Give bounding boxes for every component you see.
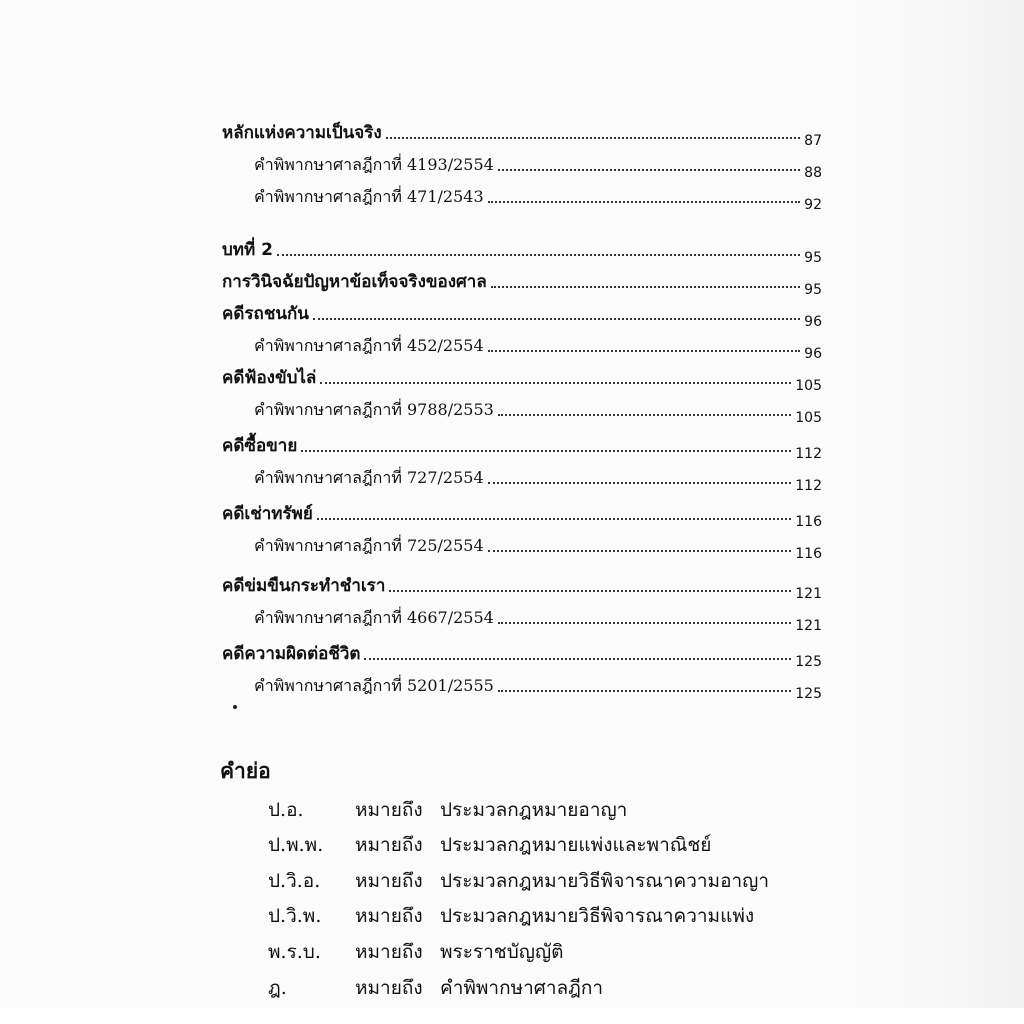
toc-heading-row (222, 426, 822, 462)
toc-page-number: 96 (804, 346, 822, 362)
toc-heading-row (222, 566, 822, 602)
dot-leader (498, 168, 800, 171)
bullet-dot (233, 705, 237, 709)
toc-page-number: 125 (795, 686, 822, 702)
toc-label: คดีข่มขืนกระทำชำเรา (222, 576, 386, 596)
toc-page-number: 116 (795, 546, 822, 562)
toc-label: หลักแห่งความเป็นจริง (222, 123, 382, 143)
dot-leader (488, 481, 792, 484)
toc-heading-row (222, 230, 822, 266)
toc-page-number: 105 (795, 378, 822, 394)
dot-leader (277, 253, 800, 256)
dot-leader (320, 381, 791, 384)
abbreviation-means: หมายถึง (355, 799, 423, 821)
toc-heading-row (222, 262, 822, 298)
abbreviation-full-name: ประมวลกฎหมายวิธีพิจารณาความอาญา (440, 870, 770, 892)
toc-label: คำพิพากษาศาลฎีกาที่ 727/2554 (254, 468, 484, 487)
abbreviation-row (0, 795, 1024, 831)
toc-heading-row (222, 294, 822, 330)
toc-page-number: 92 (804, 197, 822, 213)
abbreviation-means: หมายถึง (355, 905, 423, 927)
abbreviation: พ.ร.บ. (268, 941, 321, 963)
abbreviation: ป.วิ.อ. (268, 870, 321, 892)
abbreviation-row (0, 901, 1024, 937)
abbreviation-row (0, 830, 1024, 866)
toc-page-number: 116 (795, 514, 822, 530)
dot-leader (491, 285, 800, 288)
toc-entry-row (254, 666, 822, 702)
toc-entry-row (254, 598, 822, 634)
toc-label: คดีความผิดต่อชีวิต (222, 644, 361, 664)
dot-leader (498, 413, 791, 416)
abbreviation-full-name: พระราชบัญญัติ (440, 941, 564, 963)
abbreviation: ป.อ. (268, 799, 304, 821)
toc-label: คำพิพากษาศาลฎีกาที่ 4667/2554 (254, 608, 494, 627)
dot-leader (364, 657, 791, 660)
dot-leader (313, 317, 800, 320)
dot-leader (386, 136, 801, 139)
toc-heading-row (222, 494, 822, 530)
dot-leader (488, 549, 792, 552)
toc-label: คดีเช่าทรัพย์ (222, 504, 313, 524)
toc-page-number: 112 (795, 478, 822, 494)
dot-leader (301, 449, 791, 452)
abbreviation-full-name: ประมวลกฎหมายแพ่งและพาณิชย์ (440, 834, 712, 856)
dot-leader (488, 349, 801, 352)
abbreviation-means: หมายถึง (355, 941, 423, 963)
abbreviation-full-name: ประมวลกฎหมายวิธีพิจารณาความแพ่ง (440, 905, 755, 927)
abbreviation-means: หมายถึง (355, 834, 423, 856)
toc-page-number: 112 (795, 446, 822, 462)
abbreviation-means: หมายถึง (355, 977, 423, 999)
toc-page-number: 105 (795, 410, 822, 426)
abbreviation-row (0, 937, 1024, 973)
abbreviation-row (0, 973, 1024, 1009)
toc-heading-row (222, 634, 822, 670)
abbreviation-full-name: ประมวลกฎหมายอาญา (440, 799, 628, 821)
dot-leader (498, 689, 791, 692)
toc-label: คดีรถชนกัน (222, 304, 309, 324)
abbreviation: ฎ. (268, 977, 287, 999)
toc-label: คดีซื้อขาย (222, 436, 298, 456)
toc-page-number: 87 (804, 133, 822, 149)
toc-heading-row (222, 358, 822, 394)
dot-leader (498, 621, 791, 624)
dot-leader (317, 517, 791, 520)
abbreviations-title: คำย่อ (220, 759, 271, 783)
abbreviation-row (0, 866, 1024, 902)
toc-page-number: 96 (804, 314, 822, 330)
toc-entry-row (254, 390, 822, 426)
toc-page-number: 95 (804, 282, 822, 298)
abbreviation: ป.พ.พ. (268, 834, 324, 856)
toc-label: คำพิพากษาศาลฎีกาที่ 5201/2555 (254, 676, 494, 695)
toc-page-number: 95 (804, 250, 822, 266)
toc-entry-row (254, 526, 822, 562)
toc-label: คำพิพากษาศาลฎีกาที่ 452/2554 (254, 336, 484, 355)
toc-label: คดีฟ้องขับไล่ (222, 368, 317, 388)
toc-label: คำพิพากษาศาลฎีกาที่ 725/2554 (254, 536, 484, 555)
toc-label: คำพิพากษาศาลฎีกาที่ 9788/2553 (254, 400, 494, 419)
toc-label: การวินิจฉัยปัญหาข้อเท็จจริงของศาล (222, 272, 487, 292)
toc-entry-row (254, 177, 822, 213)
toc-label: บทที่ 2 (222, 240, 273, 260)
bottom-margin (0, 1008, 1024, 1024)
toc-page-number: 121 (795, 586, 822, 602)
abbreviation: ป.วิ.พ. (268, 905, 322, 927)
abbreviation-full-name: คำพิพากษาศาลฎีกา (440, 977, 604, 999)
dot-leader (389, 589, 791, 592)
toc-label: คำพิพากษาศาลฎีกาที่ 471/2543 (254, 187, 484, 206)
toc-label: คำพิพากษาศาลฎีกาที่ 4193/2554 (254, 155, 494, 174)
abbreviation-means: หมายถึง (355, 870, 423, 892)
toc-page-number: 88 (804, 165, 822, 181)
toc-page-number: 125 (795, 654, 822, 670)
toc-page-number: 121 (795, 618, 822, 634)
dot-leader (488, 200, 801, 203)
toc-entry-row (254, 326, 822, 362)
toc-heading-row (222, 113, 822, 149)
toc-entry-row (254, 458, 822, 494)
toc-entry-row (254, 145, 822, 181)
